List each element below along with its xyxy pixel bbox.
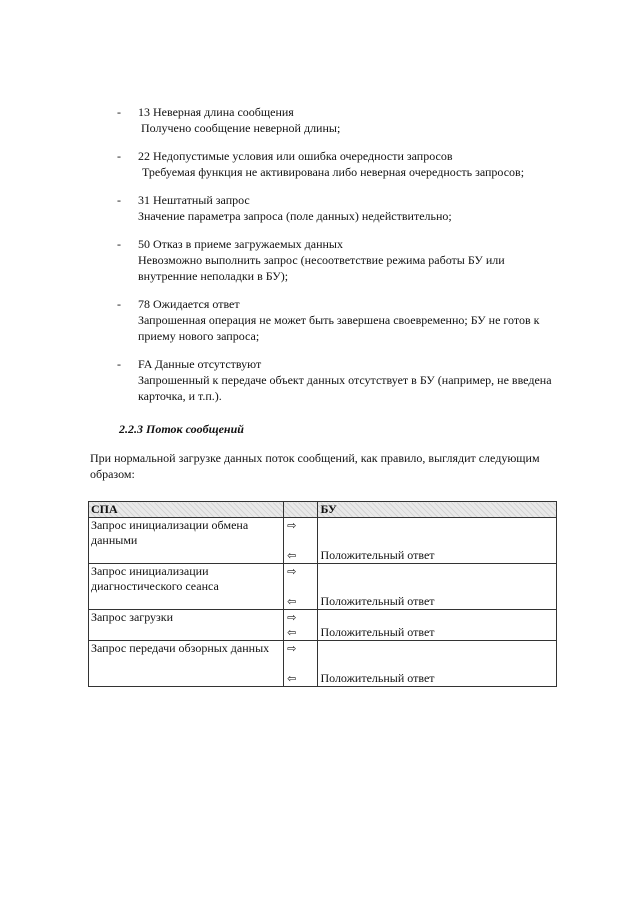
list-dash: -: [117, 105, 121, 119]
error-code-description: Запрошенный к передаче объект данных отсутствует в БУ (например, не введена: [138, 373, 552, 387]
error-code-description: Запрошенная операция не может быть завершена своевременно; БУ не готов к: [138, 313, 540, 327]
error-code-item: [117, 148, 597, 180]
error-code-title: 31 Нештатный запрос: [138, 193, 250, 207]
arrow-left-icon: ⇦: [287, 549, 297, 562]
list-dash: -: [117, 297, 121, 311]
list-dash: -: [117, 149, 121, 163]
list-dash: -: [117, 357, 121, 371]
arrow-cell: [284, 641, 318, 687]
message-flow-table: [88, 501, 557, 687]
error-code-item: [117, 356, 597, 404]
error-code-title: 22 Недопустимые условия или ошибка очередности запросов: [138, 149, 453, 163]
error-code-item: [117, 236, 597, 284]
intro-paragraph: [90, 450, 590, 482]
table-row: [89, 610, 557, 641]
error-code-description: внутренние неполадки в БУ);: [138, 269, 289, 283]
intro-line: При нормальной загрузке данных поток сообщений, как правило, выглядит следующим: [90, 451, 540, 465]
response-cell: Положительный ответ: [318, 518, 557, 564]
error-code-description: Требуемая функция не активирована либо неверная очередность запросов;: [142, 165, 525, 179]
table-header-row: [89, 502, 557, 518]
error-code-description: приему нового запроса;: [138, 329, 260, 343]
error-code-description: карточка, и т.п.).: [138, 389, 222, 403]
section-heading: 2.2.3 Поток сообщений: [119, 422, 244, 436]
request-cell: Запрос загрузки: [89, 610, 284, 641]
header-spa: СПА: [89, 502, 284, 518]
error-code-title: 13 Неверная длина сообщения: [138, 105, 294, 119]
arrow-cell: [284, 518, 318, 564]
arrow-cell: [284, 610, 318, 641]
intro-line: образом:: [90, 467, 135, 481]
arrow-left-icon: ⇦: [287, 672, 297, 685]
list-dash: -: [117, 193, 121, 207]
error-code-item: [117, 104, 597, 136]
arrow-right-icon: ⇨: [287, 642, 297, 655]
error-code-title: 50 Отказ в приеме загружаемых данных: [138, 237, 343, 251]
table-row: [89, 518, 557, 564]
request-cell: Запрос передачи обзорных данных: [89, 641, 284, 687]
response-cell: Положительный ответ: [318, 610, 557, 641]
table-row: [89, 641, 557, 687]
request-cell: Запрос инициализации диагностического сеанса: [89, 564, 284, 610]
header-arrow: [284, 502, 318, 518]
response-cell: Положительный ответ: [318, 641, 557, 687]
error-code-title: FA Данные отсутствуют: [138, 357, 262, 371]
error-code-item: [117, 192, 597, 224]
response-cell: Положительный ответ: [318, 564, 557, 610]
arrow-right-icon: ⇨: [287, 519, 297, 532]
header-bu: БУ: [318, 502, 557, 518]
arrow-left-icon: ⇦: [287, 595, 297, 608]
arrow-left-icon: ⇦: [287, 626, 297, 639]
table-row: [89, 564, 557, 610]
arrow-right-icon: ⇨: [287, 565, 297, 578]
error-code-description: Невозможно выполнить запрос (несоответствие режима работы БУ или: [138, 253, 505, 267]
arrow-right-icon: ⇨: [287, 611, 297, 624]
error-code-item: [117, 296, 597, 344]
error-code-list: [117, 104, 597, 416]
arrow-cell: [284, 564, 318, 610]
error-code-description: Значение параметра запроса (поле данных) недействительно;: [138, 209, 452, 223]
list-dash: -: [117, 237, 121, 251]
error-code-description: Получено сообщение неверной длины;: [141, 121, 341, 135]
error-code-title: 78 Ожидается ответ: [138, 297, 240, 311]
request-cell: Запрос инициализации обмена данными: [89, 518, 284, 564]
